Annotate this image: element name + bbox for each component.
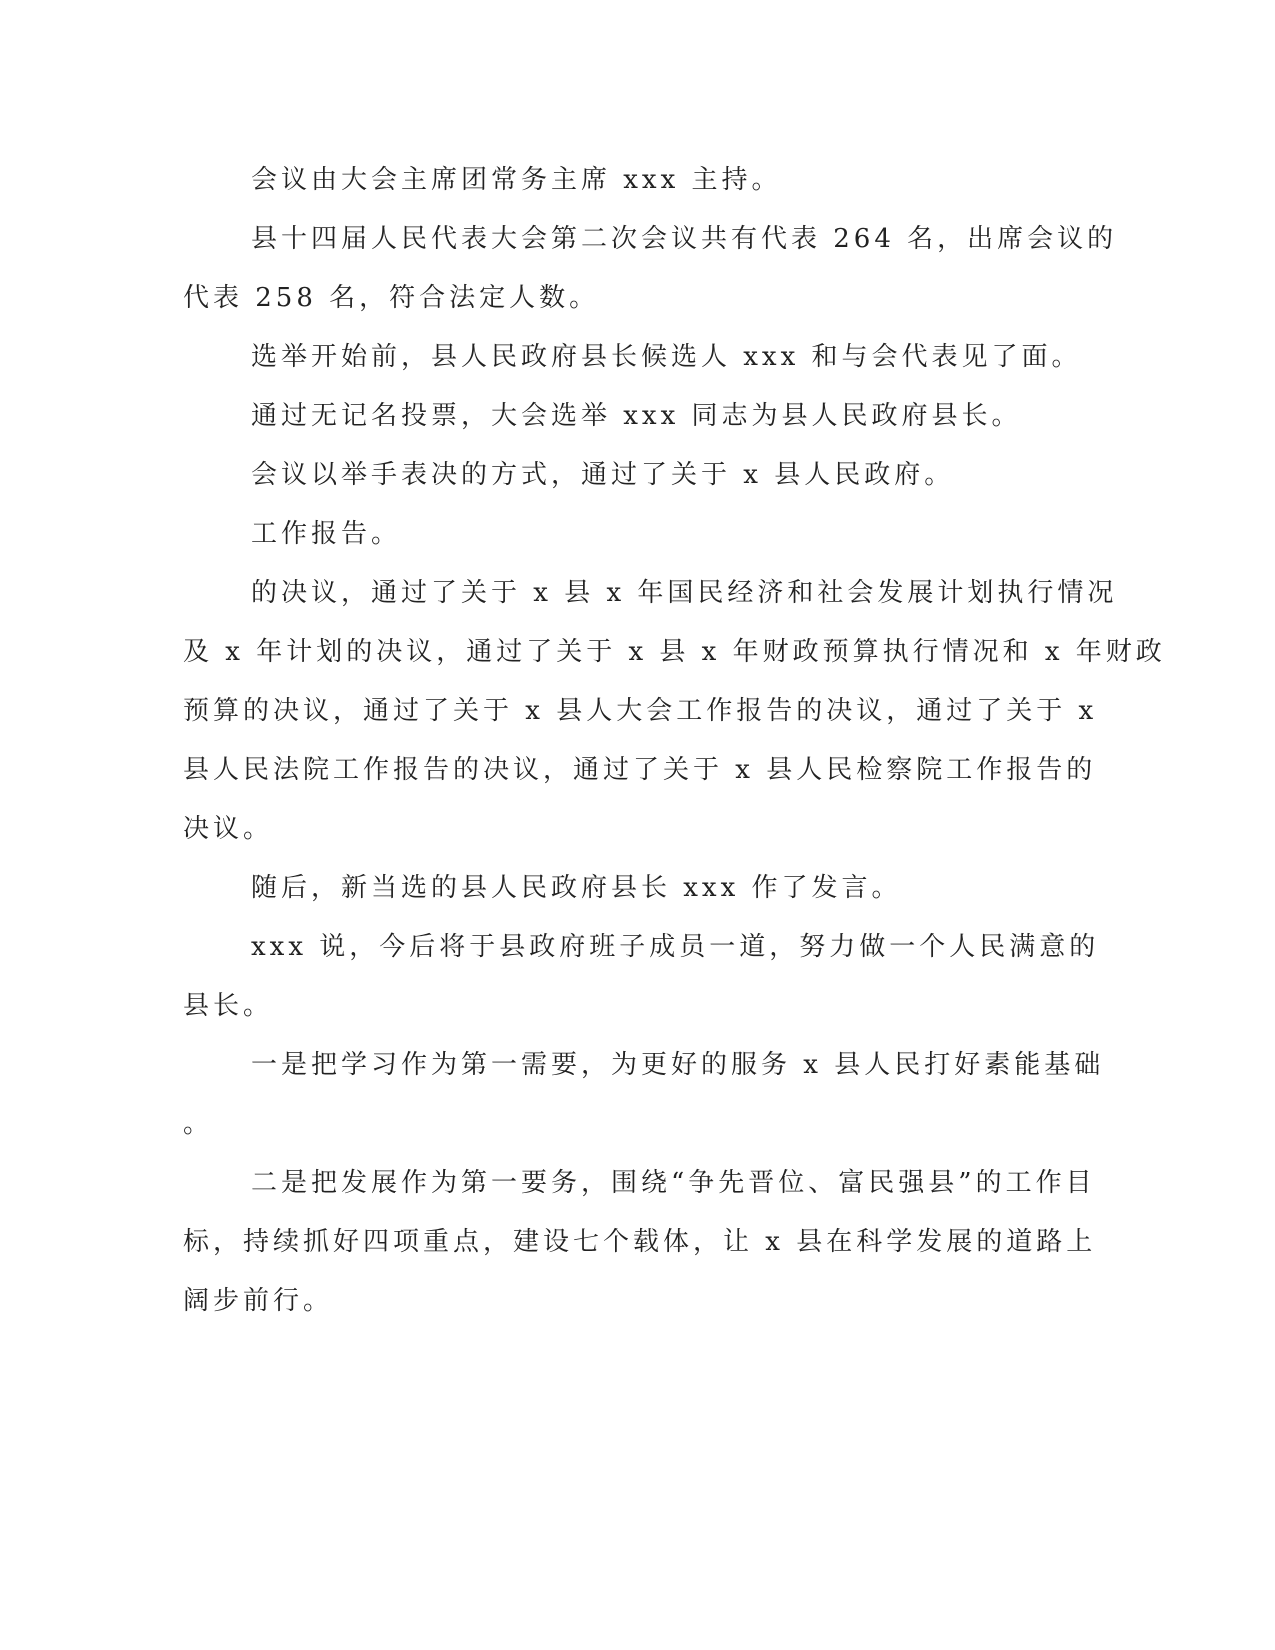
text-line: 会议以举手表决的方式，通过了关于 x 县人民政府。: [251, 460, 955, 490]
text-line: 一是把学习作为第一需要，为更好的服务 x 县人民打好素能基础: [251, 1050, 1105, 1080]
text-line: 的决议，通过了关于 x 县 x 年国民经济和社会发展计划执行情况: [251, 578, 1118, 608]
text-line: 选举开始前，县人民政府县长候选人 xxx 和与会代表见了面。: [251, 342, 1082, 372]
text-line: 通过无记名投票，大会选举 xxx 同志为县人民政府县长。: [251, 401, 1022, 431]
text-line: 。: [183, 1109, 214, 1139]
text-line: 预算的决议，通过了关于 x 县人大会工作报告的决议，通过了关于 x: [183, 696, 1098, 726]
text-line: 县十四届人民代表大会第二次会议共有代表 264 名，出席会议的: [251, 224, 1118, 254]
text-line: 二是把发展作为第一要务，围绕“争先晋位、富民强县”的工作目: [251, 1168, 1096, 1198]
text-line: 标，持续抓好四项重点，建设七个载体，让 x 县在科学发展的道路上: [183, 1227, 1097, 1257]
text-line: 及 x 年计划的决议，通过了关于 x 县 x 年财政预算执行情况和 x 年财政: [183, 637, 1166, 667]
text-line: 县长。: [183, 991, 274, 1021]
text-line: 代表 258 名，符合法定人数。: [183, 283, 600, 313]
text-line: 工作报告。: [251, 519, 402, 549]
text-line: 随后，新当选的县人民政府县长 xxx 作了发言。: [251, 873, 902, 903]
text-line: 县人民法院工作报告的决议，通过了关于 x 县人民检察院工作报告的: [183, 755, 1097, 785]
text-line: 阔步前行。: [183, 1286, 334, 1316]
text-line: xxx 说，今后将于县政府班子成员一道，努力做一个人民满意的: [251, 932, 1100, 962]
text-line: 会议由大会主席团常务主席 xxx 主持。: [251, 165, 782, 195]
text-line: 决议。: [183, 814, 274, 844]
